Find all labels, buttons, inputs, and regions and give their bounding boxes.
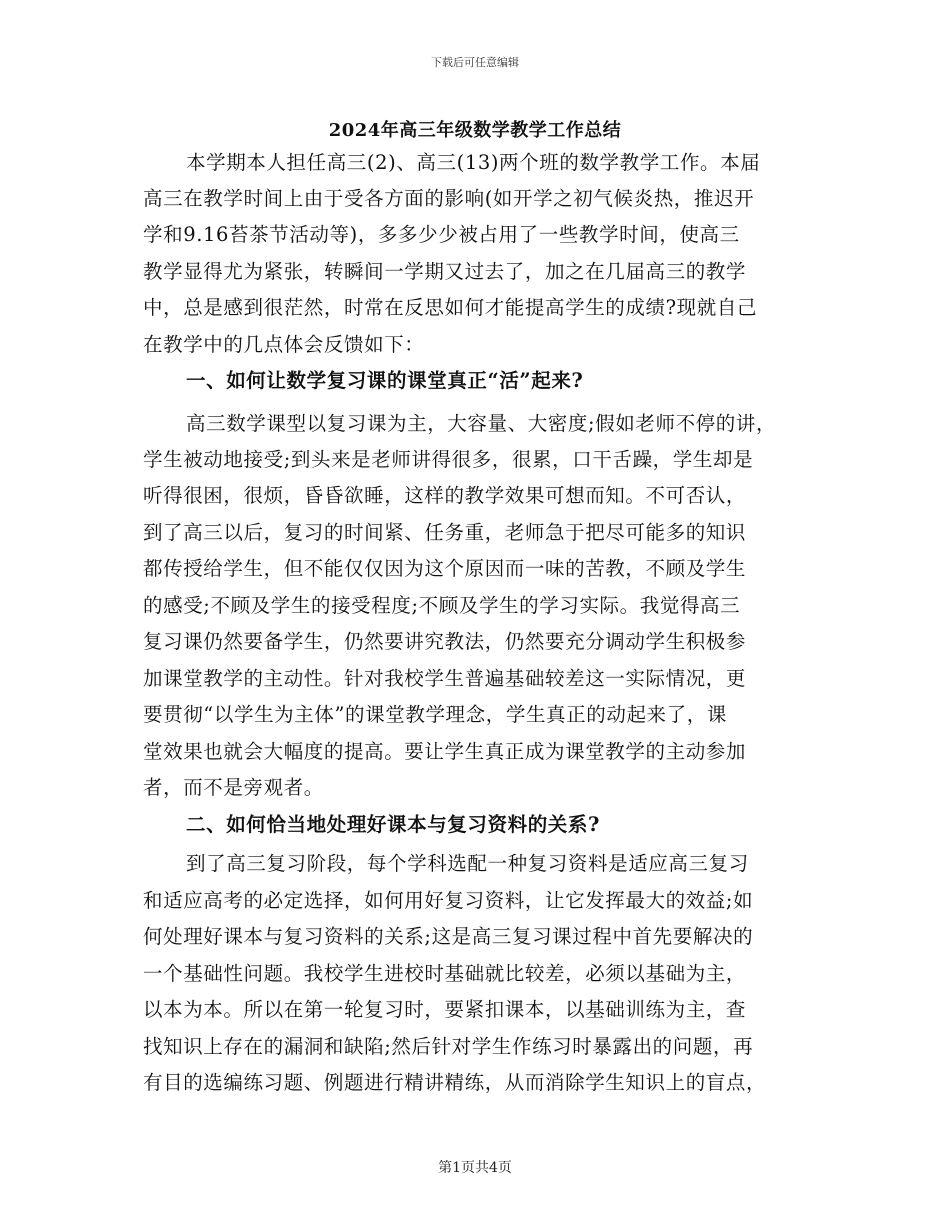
paragraph-line: 以本为本。所以在第一轮复习时，要紧扣课本，以基础训练为主，查: [143, 998, 747, 1021]
paragraph-line: 听得很困，很烦，昏昏欲睡，这样的教学效果可想而知。不可否认，: [143, 484, 747, 507]
section-heading: 一、如何让数学复习课的课堂真正“活”起来?: [186, 369, 584, 392]
paragraph-line: 有目的选编练习题、例题进行精讲精练，从而消除学生知识上的盲点，: [143, 1071, 767, 1094]
paragraph-line: 本学期本人担任高三(2)、高三(13)两个班的数学教学工作。本届: [186, 151, 761, 174]
paragraph-line: 教学显得尤为紧张，转瞬间一学期又过去了，加之在几届高三的教学: [143, 260, 747, 283]
paragraph-line: 到了高三复习阶段，每个学科选配一种复习资料是适应高三复习: [186, 852, 749, 875]
paragraph-line: 学生被动地接受;到头来是老师讲得很多，很累，口干舌躁，学生却是: [143, 448, 754, 471]
paragraph-line: 高三在教学时间上由于受各方面的影响(如开学之初气候炎热，推迟开: [143, 187, 755, 210]
paragraph-line: 学和9.16苔茶节活动等)，多多少少被占用了一些教学时间，使高三: [143, 223, 740, 246]
paragraph-line: 复习课仍然要备学生，仍然要讲究教法，仍然要充分调动学生积极参: [143, 630, 747, 653]
page-number: 第1页共4页: [438, 1160, 512, 1176]
paragraph-line: 堂效果也就会大幅度的提高。要让学生真正成为课堂教学的主动参加: [143, 740, 747, 763]
paragraph-line: 中，总是感到很茫然，时常在反思如何才能提高学生的成绩?现就自己: [143, 296, 758, 319]
paragraph-line: 在教学中的几点体会反馈如下：: [143, 333, 425, 356]
paragraph-line: 到了高三以后，复习的时间紧、任务重，老师急于把尽可能多的知识: [143, 521, 747, 544]
paragraph-line: 加课堂教学的主动性。针对我校学生普遍基础较差这一实际情况，更: [143, 667, 747, 690]
paragraph-line: 要贯彻“以学生为主体”的课堂教学理念，学生真正的动起来了，课: [143, 703, 727, 726]
paragraph-line: 一个基础性问题。我校学生进校时基础就比较差，必须以基础为主，: [143, 962, 747, 985]
paragraph-line: 的感受;不顾及学生的接受程度;不顾及学生的学习实际。我觉得高三: [143, 594, 741, 617]
section-heading: 二、如何恰当地处理好课本与复习资料的关系?: [186, 813, 601, 836]
paragraph-line: 找知识上存在的漏洞和缺陷;然后针对学生作练习时暴露出的问题，再: [143, 1035, 754, 1058]
paragraph-line: 者，而不是旁观者。: [143, 776, 324, 799]
page-header: 下载后可任意编辑: [431, 56, 519, 69]
paragraph-line: 都传授给学生，但不能仅仅因为这个原因而一味的苦教，不顾及学生: [143, 557, 747, 580]
paragraph-line: 何处理好课本与复习资料的关系;这是高三复习课过程中首先要解决的: [143, 925, 754, 948]
document-title: 2024年高三年级数学教学工作总结: [328, 120, 622, 141]
paragraph-line: 和适应高考的必定选择，如何用好复习资料，让它发挥最大的效益;如: [143, 889, 754, 912]
paragraph-line: 高三数学课型以复习课为主，大容量、大密度;假如老师不停的讲，: [186, 412, 777, 435]
